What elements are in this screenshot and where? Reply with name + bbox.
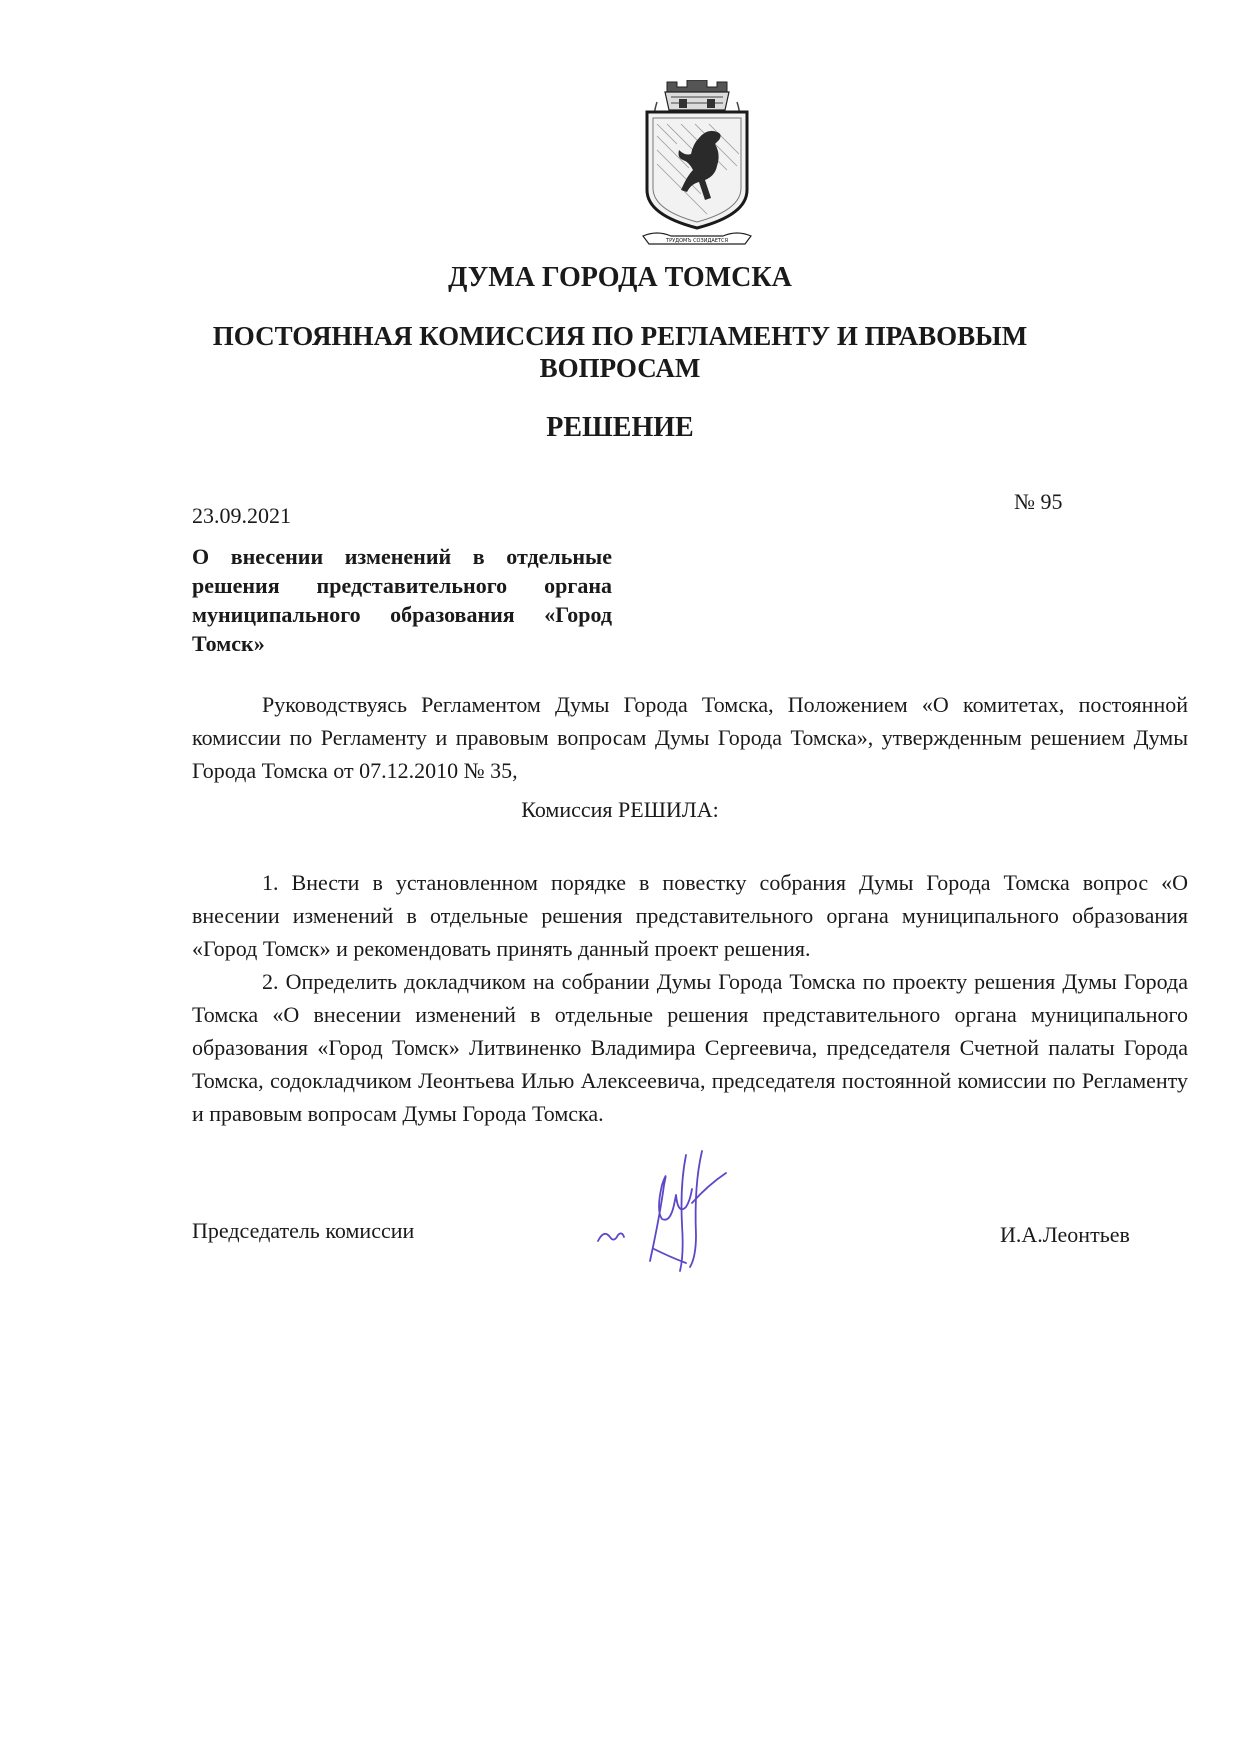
- signatory-title: Председатель комиссии: [192, 1218, 415, 1243]
- resolution-heading: Комиссия РЕШИЛА:: [521, 797, 719, 822]
- commission-title-line2: ВОПРОСАМ: [539, 353, 701, 383]
- handwritten-signature: [590, 1145, 800, 1275]
- intro-paragraph: Руководствуясь Регламентом Думы Города Томска, Положением «О комитетах, постоянной комиссии по Регламенту и правовым вопросам Думы Города Томска», утвержденным решением Думы Города Томска от 07.12.2010 № 35,: [192, 692, 1188, 783]
- signatory-name: И.А.Леонтьев: [1000, 1222, 1130, 1247]
- emblem-motto: ТРУДОМЪ СОЗИДАЕТСЯ: [666, 238, 728, 244]
- resolution-item-1: 1. Внести в установленном порядке в повестку собрания Думы Города Томска вопрос «О внесении изменений в отдельные решения представительного органа муниципального образования «Город Томск» и рекомендовать принять данный проект решения.: [192, 870, 1188, 961]
- document-number: № 95: [1014, 489, 1063, 514]
- commission-title-line1: ПОСТОЯННАЯ КОМИССИЯ ПО РЕГЛАМЕНТУ И ПРАВОВЫМ: [212, 321, 1028, 351]
- document-subject: О внесении изменений в отдельные решения представительного органа муниципального образования «Город Томск»: [192, 544, 612, 656]
- resolution-item-2: 2. Определить докладчиком на собрании Думы Города Томска по проекту решения Думы Города Томска «О внесении изменений в отдельные решения представительного органа муниципального образования «Город Томск» Литвиненко Владимира Сергеевича, председателя Счетной палаты Города Томска, содокладчиком Леонтьева Илью Алексеевича, председателя постоянной комиссии по Регламенту и правовым вопросам Думы Города Томска.: [192, 969, 1188, 1126]
- organization-title: ДУМА ГОРОДА ТОМСКА: [448, 262, 792, 293]
- commission-title: [0, 320, 1240, 384]
- coat-of-arms-icon: [637, 80, 757, 248]
- document-type: РЕШЕНИЕ: [546, 412, 694, 443]
- document-date: 23.09.2021: [192, 503, 291, 528]
